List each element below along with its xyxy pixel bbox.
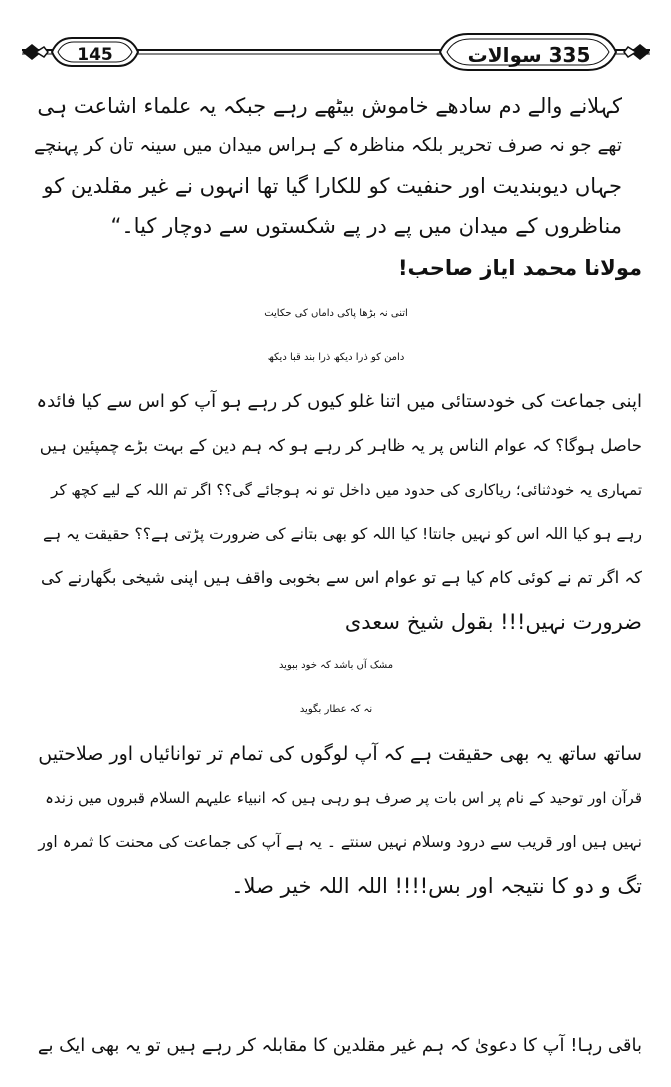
- text-line: نہیں ہیں اور قریب سے درود وسلام نہیں سنتے ۔ یہ ہے آپ کی جماعت کی محنت کا ثمرہ اور: [38, 833, 642, 851]
- text-line: کہلانے والے دم سادھے خاموش بیٹھے رہے جبکہ یہ علماء اشاعت ہی: [37, 94, 622, 118]
- text-line: رہے ہو کیا اللہ اس کو نہیں جانتا! کیا اللہ کو بھی بتانے کی ضرورت پڑتی ہے؟؟ حقیقت یہ ہے: [43, 525, 642, 543]
- verse-line: دامن کو ذرا دیکھ ذرا بند قبا دیکھ: [267, 352, 405, 363]
- text-line: ساتھ ساتھ یہ بھی حقیقت ہے کہ آپ لوگوں کی تمام تر توانائیاں اور صلاحتیں: [38, 743, 642, 765]
- text-line: حاصل ہوگا؟ کہ عوام الناس پر یہ ظاہر کر رہے ہو کہ ہم دین کے بہت بڑے چمپئین ہیں: [39, 436, 642, 455]
- text-line: جہاں دیوبندیت اور حنفیت کو للکارا گیا تھا انہوں نے غیر مقلدین کو: [43, 174, 622, 198]
- page-number: 145: [77, 45, 113, 65]
- text-line: باقی رہا! آپ کا دعویٰ کہ ہم غیر مقلدین کا مقابلہ کر رہے ہیں تو یہ بھی ایک بے: [37, 1035, 642, 1056]
- verse-line: اتنی نہ بڑھا پاکی داماں کی حکایت: [264, 308, 408, 319]
- text-line: ضرورت نہیں!!! بقول شیخ سعدی: [344, 610, 642, 634]
- text-line: تمہاری یہ خودثنائی؛ ریاکاری کی حدود میں داخل تو نہ ہوجائے گی؟؟ اگر تم اللہ کے لیے کچھ کر: [51, 481, 642, 499]
- page-body: [30, 86, 642, 1086]
- text-line: تھے جو نہ صرف تحریر بلکہ مناظرہ کے ہراس میدان میں سینہ تان کر پہنچے: [34, 135, 622, 156]
- verse-line: مشک آں باشد کہ خود ببوید: [278, 660, 394, 671]
- text-line: اپنی جماعت کی خودستائی میں اتنا غلو کیوں کر رہے ہو آپ کو اس سے کیا فائدہ: [36, 391, 642, 412]
- text-line: تگ و دو کا نتیجہ اور بس!!!! اللہ اللہ خیر صلا۔: [231, 874, 642, 898]
- book-title: 335 سوالات: [467, 43, 591, 67]
- verse-line: نہ کہ عطار بگوید: [299, 704, 373, 715]
- page-header: [22, 30, 650, 80]
- text-line: قرآن اور توحید کے نام پر اس بات پر صرف ہو رہی ہیں کہ انبیاء علیہم السلام قبروں میں زندہ: [45, 789, 642, 807]
- section-heading: مولانا محمد ایاز صاحب!: [397, 256, 642, 280]
- text-line: مناظروں کے میدان میں پے در پے شکستوں سے دوچار کیا۔“: [110, 214, 622, 238]
- text-line: کہ اگر تم نے کوئی کام کیا ہے تو عوام اس سے بخوبی واقف ہیں اپنی شیخی بگھارنے کی: [41, 568, 642, 587]
